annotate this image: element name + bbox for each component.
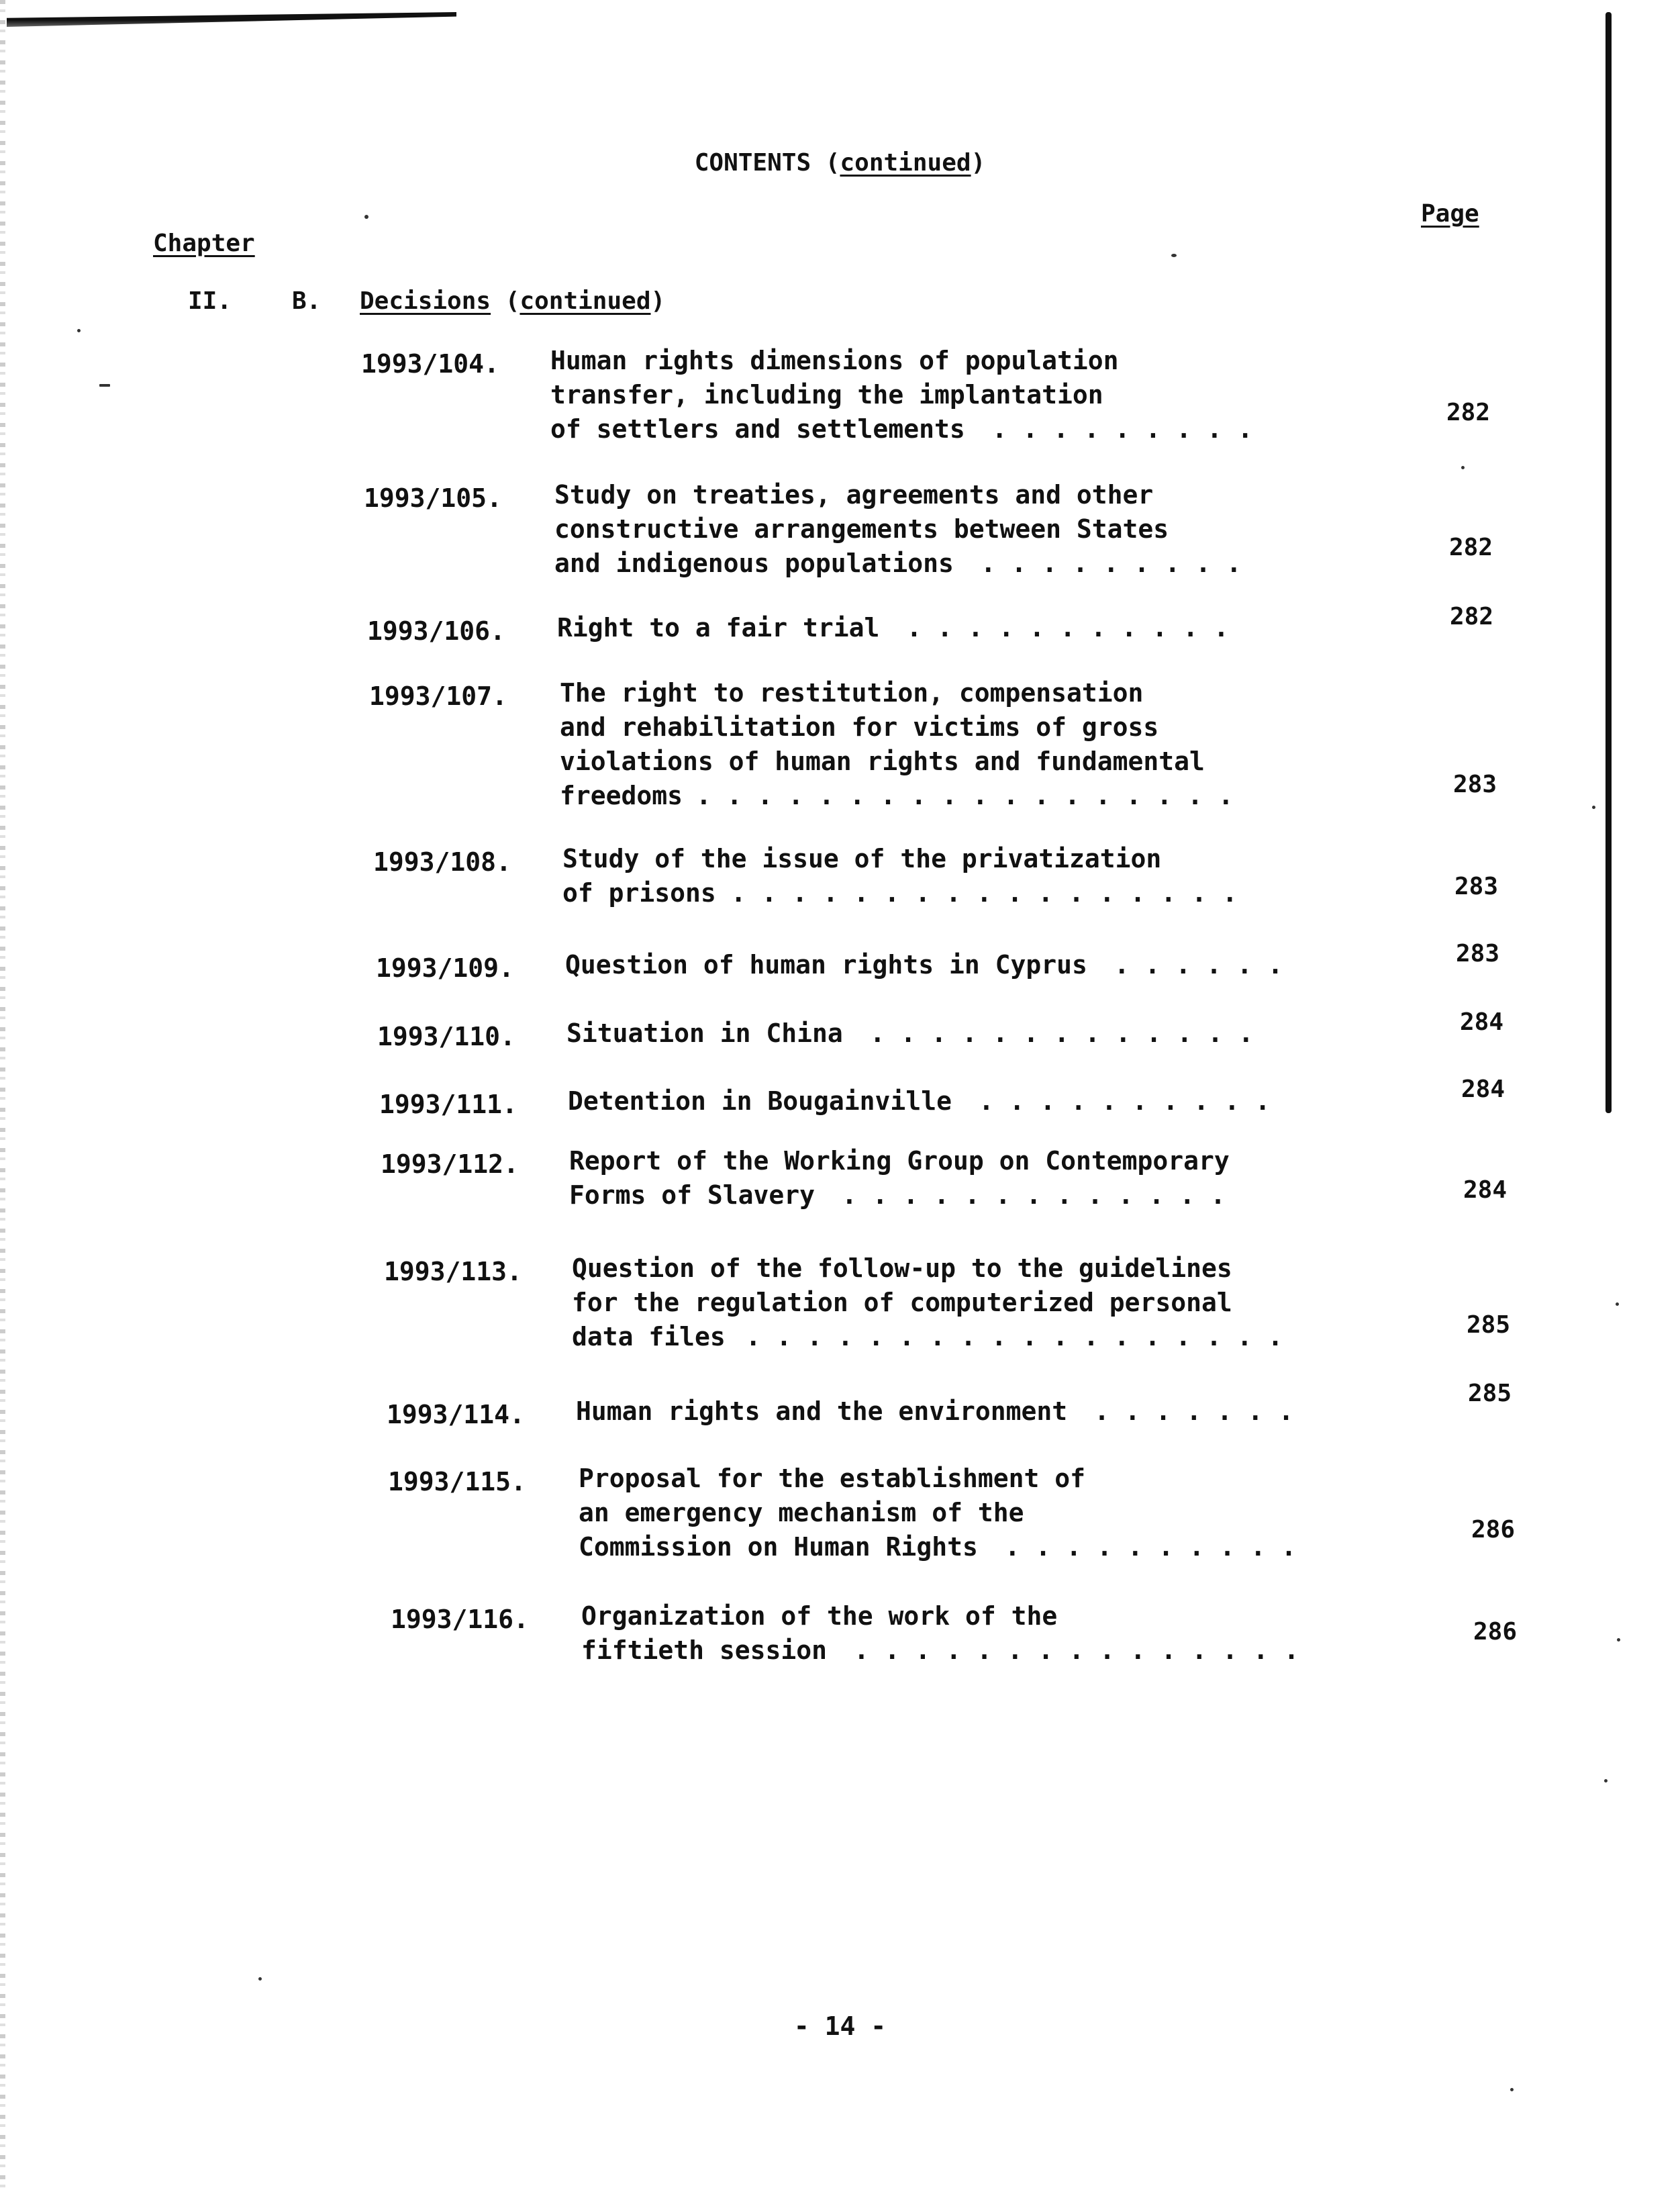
decision-title xyxy=(579,1462,1297,1564)
decision-title-text: constructive arrangements between States xyxy=(554,514,1169,544)
decision-number: 1993/104. xyxy=(361,349,499,379)
decision-title-line xyxy=(554,546,1242,581)
decision-title-line xyxy=(554,512,1242,546)
decision-title-line xyxy=(566,1016,1254,1051)
page-reference: 282 xyxy=(1449,534,1493,561)
decision-title-text: The right to restitution, compensation xyxy=(560,678,1144,708)
decision-title-line xyxy=(562,876,1238,910)
scan-speck xyxy=(1461,466,1465,469)
decision-title-line xyxy=(560,710,1234,745)
page-title: CONTENTS (continued) xyxy=(694,149,986,177)
scan-speck xyxy=(77,329,81,332)
dot-leader: . . . . . . . . . xyxy=(991,414,1253,444)
decision-title-text: an emergency mechanism of the xyxy=(579,1498,1024,1527)
decision-title xyxy=(562,842,1238,910)
decision-title xyxy=(560,676,1234,813)
decision-title-text: Forms of Slavery xyxy=(569,1180,816,1210)
decision-title-text: and rehabilitation for victims of gross xyxy=(560,712,1159,742)
decision-title-line xyxy=(560,676,1234,710)
decision-title xyxy=(569,1144,1230,1212)
decision-title xyxy=(557,611,1229,645)
page-reference: 284 xyxy=(1461,1076,1505,1103)
decision-title-text: Organization of the work of the xyxy=(581,1601,1058,1631)
contents-heading: CONTENTS xyxy=(694,149,811,177)
dot-leader: . . . . . . . . . . . . . . . xyxy=(854,1635,1299,1665)
decision-title-text: Commission on Human Rights xyxy=(579,1532,978,1562)
decision-number: 1993/111. xyxy=(379,1090,517,1119)
dot-leader: . . . . . . . . . . xyxy=(978,1086,1271,1116)
scan-speck xyxy=(1616,1302,1619,1306)
decision-title-line xyxy=(572,1286,1283,1320)
dot-leader: . . . . . . . . . . . xyxy=(906,613,1229,643)
scan-edge-right xyxy=(1605,12,1612,1113)
decision-title-line xyxy=(557,611,1229,645)
decision-number: 1993/115. xyxy=(388,1467,526,1496)
page-reference: 283 xyxy=(1453,771,1497,798)
dot-leader: . . . . . . . . . . . . . . . . . . xyxy=(696,781,1234,810)
section-title-text: Decisions xyxy=(360,287,491,315)
scan-speck xyxy=(1510,2088,1514,2091)
scan-speck xyxy=(1592,806,1595,809)
decision-title-line xyxy=(554,478,1242,512)
decision-number: 1993/105. xyxy=(364,483,502,513)
decision-title-text: Report of the Working Group on Contemporary xyxy=(569,1146,1230,1176)
decision-title-line xyxy=(568,1084,1271,1119)
decision-title xyxy=(576,1394,1294,1429)
page-reference: 284 xyxy=(1463,1176,1508,1204)
page-number-footer: - 14 - xyxy=(793,2011,887,2041)
decision-title xyxy=(572,1251,1283,1354)
page-reference: 282 xyxy=(1450,603,1494,630)
decision-title xyxy=(581,1599,1299,1668)
decision-title-text: Situation in China xyxy=(566,1018,843,1048)
decision-title xyxy=(566,1016,1254,1051)
chapter-column-header: Chapter xyxy=(153,230,255,257)
section-letter: B. xyxy=(292,287,322,315)
dot-leader: . . . . . . . . . . xyxy=(1004,1532,1297,1562)
scan-speck xyxy=(1604,1779,1608,1782)
page-reference: 284 xyxy=(1460,1008,1504,1036)
decision-number: 1993/116. xyxy=(391,1605,529,1634)
dot-leader: . . . . . . . xyxy=(1094,1396,1294,1426)
decision-title-line xyxy=(560,745,1234,779)
decision-title-text: transfer, including the implantation xyxy=(550,380,1103,410)
decision-number: 1993/109. xyxy=(376,953,514,983)
decision-title-line xyxy=(565,948,1283,982)
decision-number: 1993/110. xyxy=(377,1022,515,1051)
decision-title-line xyxy=(550,344,1253,378)
decision-title-text: freedoms xyxy=(560,781,683,810)
decision-title-text: Human rights and the environment xyxy=(576,1396,1068,1426)
decision-title-text: for the regulation of computerized personal xyxy=(572,1288,1232,1317)
page-reference: 285 xyxy=(1467,1311,1511,1339)
decision-number: 1993/107. xyxy=(369,681,507,711)
decision-title-line xyxy=(550,378,1253,412)
decision-title xyxy=(565,948,1283,982)
decision-title-line xyxy=(572,1251,1283,1286)
decision-title-line xyxy=(569,1144,1230,1178)
contents-continued-label: continued xyxy=(840,149,971,177)
decision-title-text: Human rights dimensions of population xyxy=(550,346,1119,375)
decision-title-text: and indigenous populations xyxy=(554,549,954,578)
decision-title-text: Detention in Bougainville xyxy=(568,1086,952,1116)
decision-title xyxy=(554,478,1242,581)
decision-title-line xyxy=(579,1496,1297,1530)
decision-title-text: data files xyxy=(572,1322,726,1351)
decision-title xyxy=(568,1084,1271,1119)
page-reference: 282 xyxy=(1446,399,1491,426)
page-reference: 285 xyxy=(1468,1380,1512,1407)
page-reference: 286 xyxy=(1471,1516,1516,1543)
dot-leader: . . . . . . . . . . . . . . . . . . xyxy=(745,1322,1283,1351)
decision-title-text: Question of the follow-up to the guidelines xyxy=(572,1253,1232,1283)
decision-title-line xyxy=(550,412,1253,446)
decision-title-line xyxy=(579,1530,1297,1564)
decision-title-line xyxy=(569,1178,1230,1212)
decision-title-line xyxy=(572,1320,1283,1354)
decision-title-text: of prisons xyxy=(562,878,716,908)
scan-speck xyxy=(258,1977,262,1981)
dot-leader: . . . . . . . . . . . . . xyxy=(869,1018,1254,1048)
decision-number: 1993/106. xyxy=(367,616,505,646)
chapter-number: II. xyxy=(188,287,232,315)
dot-leader: . . . . . . . . . xyxy=(980,549,1242,578)
decision-title-text: Study on treaties, agreements and other xyxy=(554,480,1154,510)
decision-title-text: of settlers and settlements xyxy=(550,414,965,444)
section-title: Decisions (continued) xyxy=(360,287,666,315)
page-column-header: Page xyxy=(1421,200,1479,228)
decision-title-line xyxy=(579,1462,1297,1496)
scan-speck xyxy=(99,384,110,387)
decision-title-text: fiftieth session xyxy=(581,1635,828,1665)
decision-title-line xyxy=(581,1633,1299,1668)
decision-title-line xyxy=(562,842,1238,876)
decision-title xyxy=(550,344,1253,446)
decision-title-text: violations of human rights and fundamental xyxy=(560,747,1205,776)
decision-number: 1993/112. xyxy=(381,1149,519,1179)
decision-number: 1993/113. xyxy=(384,1257,522,1286)
decision-title-line xyxy=(560,779,1234,813)
scan-speck xyxy=(364,215,368,219)
scan-edge-left xyxy=(0,0,5,2188)
scan-artifact-top-bar xyxy=(7,12,456,27)
decision-title-line xyxy=(576,1394,1294,1429)
decision-title-text: Study of the issue of the privatization xyxy=(562,844,1162,873)
page-reference: 283 xyxy=(1454,873,1499,900)
decision-number: 1993/108. xyxy=(373,847,511,877)
decision-number: 1993/114. xyxy=(387,1400,525,1429)
dot-leader: . . . . . . xyxy=(1114,950,1283,980)
decision-title-line xyxy=(581,1599,1299,1633)
decision-title-text: Right to a fair trial xyxy=(557,613,880,643)
dot-leader: . . . . . . . . . . . . . . . . . xyxy=(730,878,1238,908)
decision-title-text: Proposal for the establishment of xyxy=(579,1464,1085,1493)
scan-speck xyxy=(1171,254,1177,257)
section-continued-label: continued xyxy=(520,287,651,315)
page-reference: 286 xyxy=(1473,1618,1518,1646)
decision-title-text: Question of human rights in Cyprus xyxy=(565,950,1087,980)
dot-leader: . . . . . . . . . . . . . xyxy=(842,1180,1226,1210)
scan-speck xyxy=(1617,1638,1620,1642)
page-reference: 283 xyxy=(1456,940,1500,967)
